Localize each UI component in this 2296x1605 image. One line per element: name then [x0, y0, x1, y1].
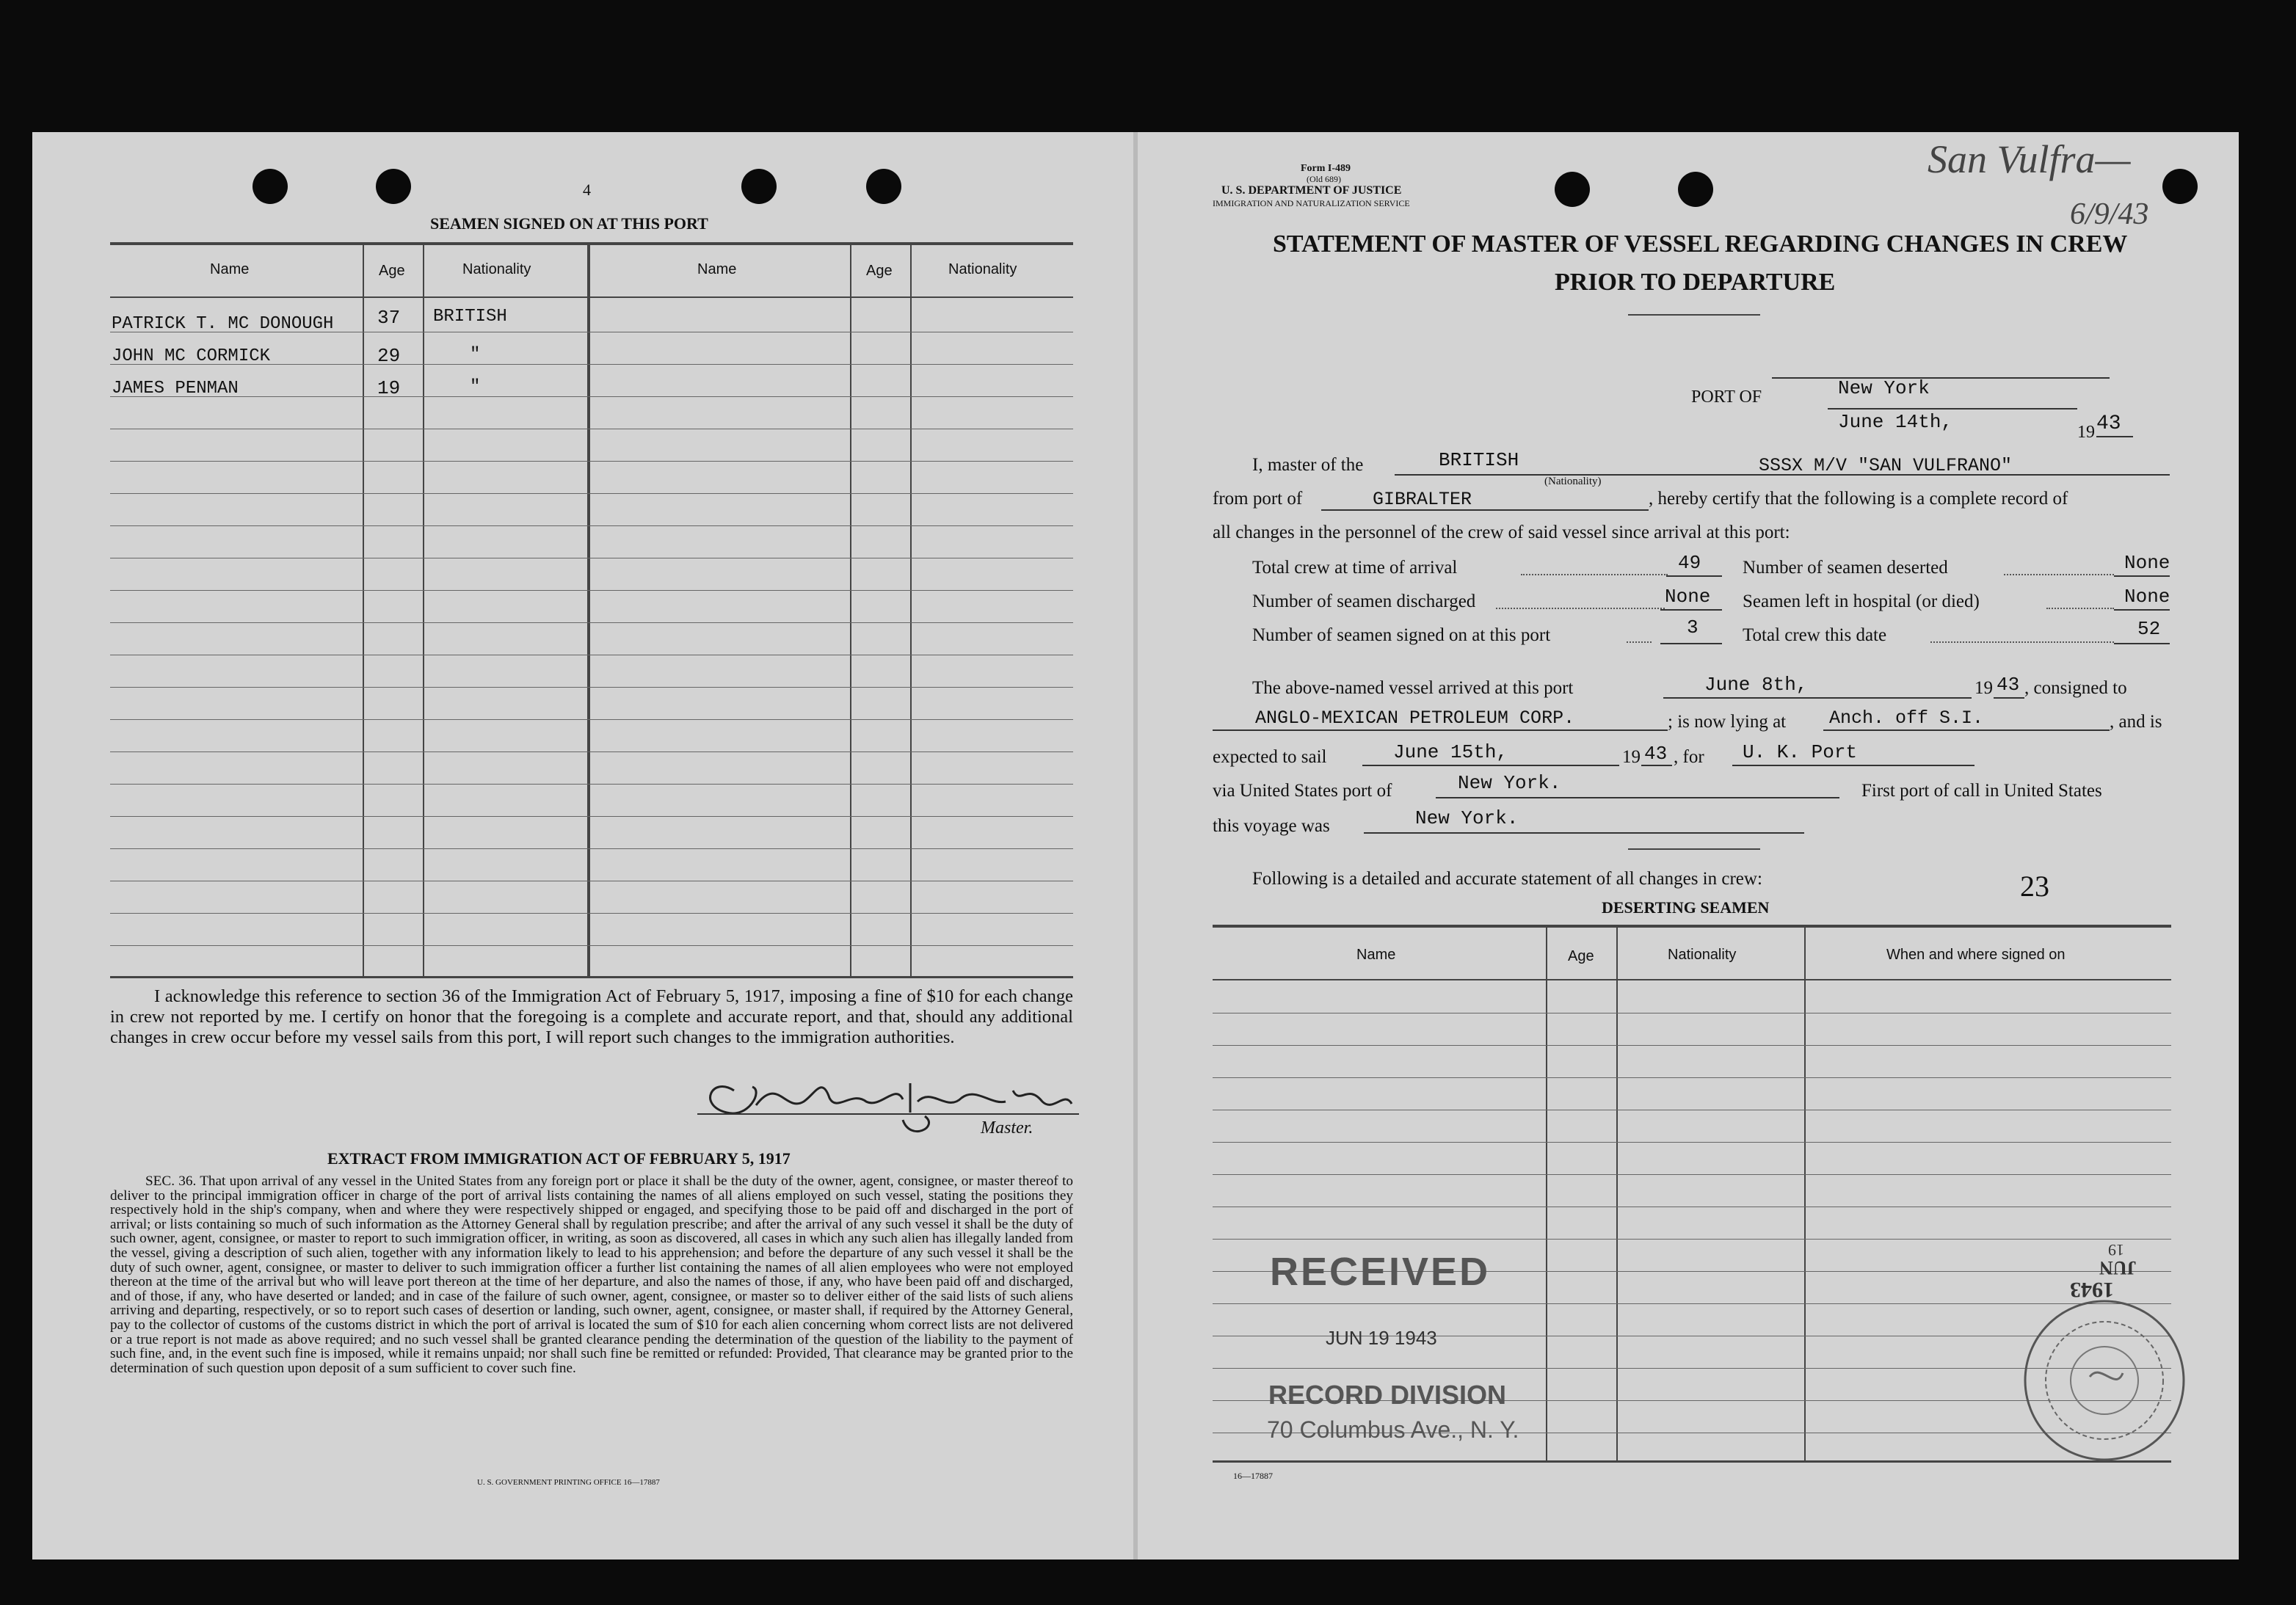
punch-hole	[2162, 169, 2198, 204]
destination: U. K. Port	[1743, 741, 1858, 763]
printer-line: U. S. GOVERNMENT PRINTING OFFICE 16—17887	[477, 1478, 660, 1487]
service-name: IMMIGRATION AND NATURALIZATION SERVICE	[1213, 198, 1410, 208]
table-row-age: 37	[377, 307, 401, 329]
via-port-label: via United States port of	[1213, 781, 1392, 801]
punch-hole	[376, 169, 411, 204]
first-port-label: First port of call in United States	[1861, 781, 2102, 801]
total-crew-arrival-label: Total crew at time of arrival	[1252, 558, 1458, 578]
table-row-name: PATRICK T. MC DONOUGH	[112, 314, 334, 334]
column-header-name: Name	[697, 261, 737, 277]
consignee: ANGLO-MEXICAN PETROLEUM CORP.	[1255, 707, 1575, 729]
department-name: U. S. DEPARTMENT OF JUSTICE	[1221, 184, 1402, 197]
seamen-deserted-label: Number of seamen deserted	[1743, 558, 1948, 578]
master-of-label: I, master of the	[1252, 455, 1364, 475]
deserting-header-nationality: Nationality	[1668, 947, 1737, 963]
consigned-to-label: , consigned to	[2024, 678, 2127, 698]
punch-hole	[1678, 172, 1713, 207]
total-crew-date-value: 52	[2137, 618, 2161, 640]
old-form-number: (Old 689)	[1307, 174, 1341, 184]
signed-on-table-title: SEAMEN SIGNED ON AT THIS PORT	[430, 214, 708, 233]
total-crew-arrival-value: 49	[1678, 552, 1701, 574]
date-stamp-year: 1943	[2070, 1278, 2114, 1302]
page-number: 4	[583, 181, 591, 199]
and-is-text: , and is	[2110, 712, 2162, 732]
deserting-header-age: Age	[1568, 948, 1594, 964]
acknowledgement-paragraph: I acknowledge this reference to section 36 of the Immigration Act of February 5, 1917, imposing a fine of $10 for each change in crew not reported by me. I certify on honor that the foregoing is a complete and accurate report, and that, should any additional changes in crew occur before my vessel sails from this port, I will report such changes to the immigration authorities.	[110, 986, 1073, 1047]
column-header-nationality: Nationality	[462, 261, 531, 277]
table-row-age: 29	[377, 345, 401, 367]
column-header-age: Age	[866, 263, 893, 279]
column-header-nationality: Nationality	[948, 261, 1017, 277]
expected-year: 43	[1644, 743, 1668, 765]
extract-title: EXTRACT FROM IMMIGRATION ACT OF FEBRUARY 5, 1917	[327, 1149, 791, 1168]
port-label: PORT OF	[1691, 387, 1762, 407]
for-label: , for	[1674, 747, 1704, 767]
arrival-year-prefix: 19	[1975, 678, 1993, 698]
table-row-name: JAMES PENMAN	[112, 379, 239, 398]
received-stamp: RECEIVED	[1270, 1250, 1491, 1294]
deserting-header-signed-on: When and where signed on	[1886, 947, 2066, 963]
lying-at-label: ; is now lying at	[1668, 712, 1787, 732]
form-number: Form I-489	[1301, 163, 1351, 174]
punch-hole	[866, 169, 901, 204]
vessel-name: SSSX M/V "SAN VULFRANO"	[1759, 455, 2013, 476]
column-header-name: Name	[210, 261, 250, 277]
nationality-value: BRITISH	[1439, 449, 1519, 471]
following-text: Following is a detailed and accurate statement of all changes in crew:	[1252, 869, 1762, 889]
seamen-hospital-label: Seamen left in hospital (or died)	[1743, 592, 1980, 611]
punch-hole	[1555, 172, 1590, 207]
from-port-label: from port of	[1213, 489, 1303, 509]
record-division-address: 70 Columbus Ave., N. Y.	[1267, 1416, 1519, 1443]
nationality-caption: (Nationality)	[1544, 476, 1602, 487]
year-prefix: 19	[2077, 423, 2095, 442]
arrived-text: The above-named vessel arrived at this port	[1252, 678, 1574, 698]
from-port-value: GIBRALTER	[1373, 489, 1472, 510]
voyage-value: New York.	[1415, 807, 1519, 829]
page-count-number: 23	[2020, 870, 2049, 903]
date-stamp-day: 19	[2108, 1241, 2124, 1259]
handwritten-vessel-note: San Vulfra—	[1928, 137, 2131, 181]
voyage-label: this voyage was	[1213, 816, 1330, 836]
statement-year: 43	[2096, 412, 2121, 435]
printer-code: 16—17887	[1233, 1471, 1273, 1481]
port-value: New York	[1838, 377, 1930, 399]
seamen-discharged-value: None	[1665, 586, 1711, 608]
punch-hole	[253, 169, 288, 204]
seamen-hospital-value: None	[2124, 586, 2170, 608]
via-port-value: New York.	[1458, 772, 1561, 794]
date-stamp-month: JUN	[2099, 1257, 2137, 1278]
seamen-discharged-label: Number of seamen discharged	[1252, 592, 1476, 611]
seamen-deserted-value: None	[2124, 552, 2170, 574]
table-row-name: JOHN MC CORMICK	[112, 346, 271, 366]
deserting-header-name: Name	[1356, 947, 1396, 963]
arrival-year: 43	[1997, 674, 2020, 696]
seamen-signed-on-value: 3	[1687, 616, 1699, 638]
total-crew-date-label: Total crew this date	[1743, 625, 1887, 645]
table-row-nationality: "	[470, 377, 481, 397]
table-row-age: 19	[377, 377, 401, 399]
seamen-signed-on-label: Number of seamen signed on at this port	[1252, 625, 1551, 645]
punch-hole	[741, 169, 777, 204]
statement-date: June 14th,	[1838, 411, 1953, 433]
signature-role: Master.	[981, 1118, 1033, 1138]
received-stamp-date: JUN 19 1943	[1326, 1327, 1437, 1349]
handwritten-date: 6/9/43	[2070, 197, 2149, 231]
circular-seal-stamp	[2020, 1296, 2189, 1465]
deserting-seamen-title: DESERTING SEAMEN	[1602, 898, 1770, 917]
table-row-nationality: BRITISH	[433, 307, 507, 327]
document-subtitle: PRIOR TO DEPARTURE	[1555, 269, 1836, 296]
page-fold	[1133, 132, 1138, 1559]
document-title: STATEMENT OF MASTER OF VESSEL REGARDING CHANGES IN CREW	[1273, 230, 2128, 258]
expected-year-prefix: 19	[1622, 747, 1641, 767]
expected-sail-label: expected to sail	[1213, 747, 1327, 767]
all-changes-text: all changes in the personnel of the crew of said vessel since arrival at this port:	[1213, 523, 1790, 542]
extract-text: SEC. 36. That upon arrival of any vessel in the United States from any foreign port or place it shall be the duty of the owner, agent, consignee, or master thereof to deliver to the principal immigration officer in charge of the port of arrival lists containing the names of all aliens employed on such vessel, stating the positions they respectively hold in the ship's company, when and where they were respectively shipped or engaged, and specifying those to be paid off and discharged in the port of arrival; or lists containing so much of such information as the Attorney General shall by regulation prescribe; and after the arrival of any such vessel it shall be the duty of such owner, agent, consignee, or master to report to such immigration officer, in writing, as soon as discovered, all cases in which any such alien has illegally landed from the vessel, giving a description of such alien, together with any information likely to lead to his apprehension; and before the departure of any such vessel it shall be the duty of such owner, agent, consignee, or master to deliver to such immigration officer a further list containing the names of all alien employees who were not employed thereon at the time of the arrival but who will leave port thereon at the time of her departure, and also the names of those, if any, who have been paid off and discharged, and of those, if any, who have deserted or landed; and in case of the failure of such owner, agent, consignee, or master so to deliver either of the said lists of such aliens arriving and departing, respectively, or so to report such cases of desertion or landing, such owner, agent, consignee, or master shall, if required by the Attorney General, pay to the collector of customs of the customs district in which the port of arrival is located the sum of $10 for each alien concerning whom correct lists are not delivered or a true report is not made as above required; and no such vessel shall be granted clearance pending the determination of the question of the liability to the payment of such fine, and, in the event such fine is imposed, while it remains unpaid; nor shall such fine be remitted or refunded: Provided, That clearance may be granted prior to the determination of such question upon deposit of a sum sufficient to cover such fine.	[110, 1173, 1073, 1376]
table-row-nationality: "	[470, 345, 481, 365]
record-division-stamp: RECORD DIVISION	[1268, 1380, 1507, 1410]
arrival-date: June 8th,	[1704, 674, 1808, 696]
lying-at-value: Anch. off S.I.	[1829, 707, 1984, 729]
certify-text: , hereby certify that the following is a complete record of	[1649, 489, 2068, 509]
column-header-age: Age	[379, 263, 405, 279]
expected-sail-date: June 15th,	[1393, 741, 1508, 763]
